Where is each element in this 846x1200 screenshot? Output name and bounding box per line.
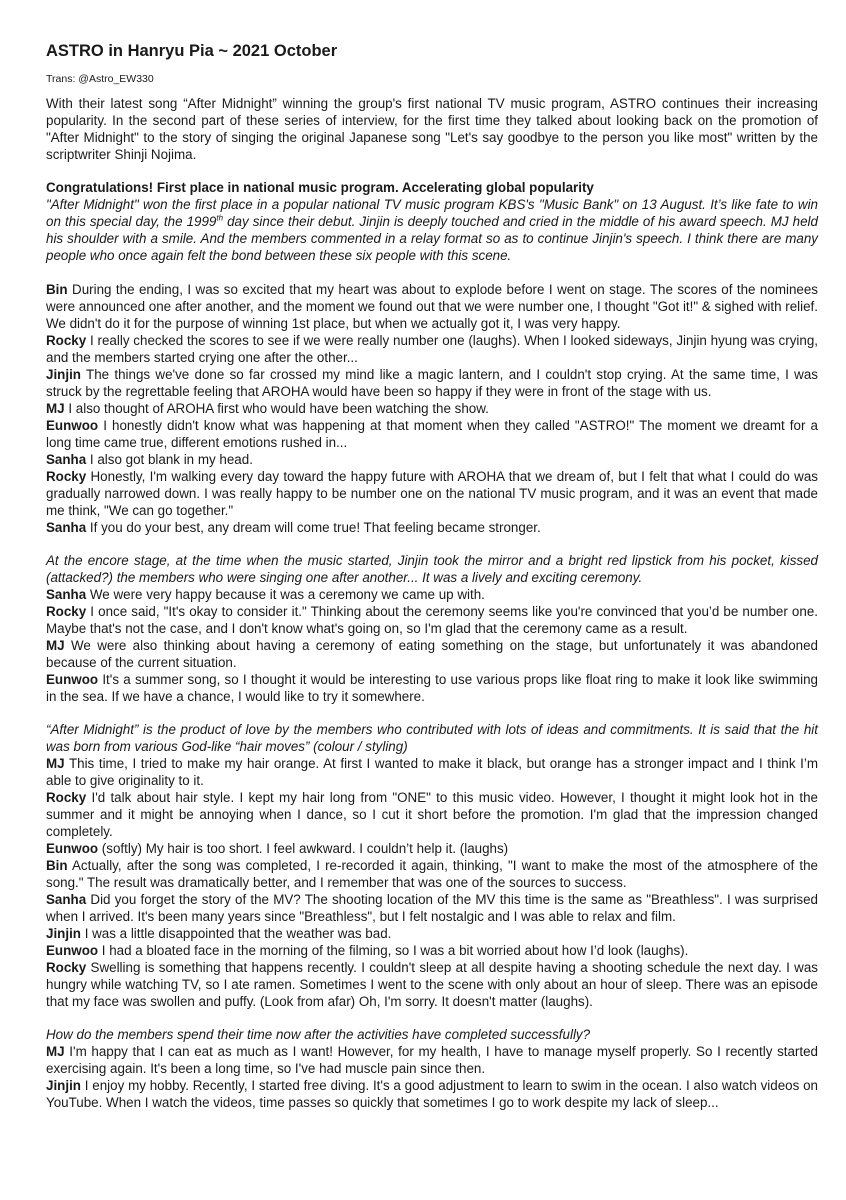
section-lead: “After Midnight” is the product of love by the members who contributed with lots of ideas and commitments. It is said that the hit was born from various God-like “hair moves” (colour / styling) (46, 722, 818, 754)
interview-line (46, 519, 818, 536)
interview-line (46, 1077, 818, 1111)
speaker-name: Sanha (46, 452, 87, 467)
interview-line (46, 451, 818, 468)
translator-credit: Trans: @Astro_EW330 (46, 73, 154, 85)
speaker-name: Sanha (46, 520, 87, 535)
speaker-name: Jinjin (46, 1078, 81, 1093)
interview-line (46, 417, 818, 451)
speaker-text: If you do your best, any dream will come true! That feeling became stronger. (86, 520, 541, 535)
interview-line (46, 925, 818, 942)
interview-line (46, 586, 818, 603)
interview-line (46, 366, 818, 400)
section-lead: At the encore stage, at the time when the music started, Jinjin took the mirror and a bright red lipstick from his pocket, kissed (attacked?) the members who were singing one after another... It was a lively and exciting ceremony. (46, 553, 818, 585)
interview-line (46, 840, 818, 857)
speaker-text: I once said, "It's okay to consider it." Thinking about the ceremony seems like you're convinced that you’d be number one. Maybe that's not the case, and I don't know what's going on, so I'm glad that the ceremony came as a result. (46, 604, 818, 636)
speaker-name: MJ (46, 638, 65, 653)
article-title: ASTRO in Hanryu Pia ~ 2021 October (46, 42, 338, 60)
section-lead (46, 196, 818, 264)
speaker-text: During the ending, I was so excited that my heart was about to explode before I went on stage. The scores of the nominees were announced one after another, and the moment we found out that we were number one, I thought "Got it!" & sighed with relief. We didn't do it for the purpose of winning 1st place, but when we actually got it, I was very happy. (46, 282, 818, 331)
speaker-text: Swelling is something that happens recently. I couldn't sleep at all despite having a shooting schedule the next day. I was hungry while watching TV, so I ate ramen. Sometimes I went to the scene with only about an hour of sleep. There was an episode that my face was swollen and puffy. (Look from afar) Oh, I'm sorry. It doesn't matter (laughs). (46, 960, 818, 1009)
interview-line (46, 755, 818, 789)
interview-section (46, 721, 818, 1010)
speaker-text: I was a little disappointed that the weather was bad. (80, 926, 392, 941)
speaker-name: Eunwoo (46, 418, 99, 433)
interview-line (46, 671, 818, 705)
speaker-name: Rocky (46, 469, 87, 484)
speaker-text: (softly) My hair is too short. I feel awkward. I couldn’t help it. (laughs) (98, 841, 509, 856)
speaker-name: Bin (46, 282, 68, 297)
speaker-name: Jinjin (46, 926, 81, 941)
speaker-text: I had a bloated face in the morning of the filming, so I was a bit worried about how I’d look (laughs). (98, 943, 689, 958)
interview-line (46, 789, 818, 840)
speaker-name: MJ (46, 401, 65, 416)
speaker-text: Did you forget the story of the MV? The shooting location of the MV this time is the same as "Breathless". I was surprised when I arrived. It's been many years since "Breathless", but I felt nostalgic and I was able to relax and film. (46, 892, 818, 924)
interview-line (46, 400, 818, 417)
speaker-text: I'm happy that I can eat as much as I want! However, for my health, I have to manage myself properly. So I recently started exercising again. It's been a long time, so I've had muscle pain since then. (46, 1044, 818, 1076)
interview-line (46, 637, 818, 671)
speaker-text: I also thought of AROHA first who would have been watching the show. (64, 401, 489, 416)
speaker-text: We were also thinking about having a ceremony of eating something on the stage, but unfortunately it was abandoned because of the current situation. (46, 638, 818, 670)
speaker-name: MJ (46, 1044, 65, 1059)
intro-paragraph: With their latest song “After Midnight” winning the group's first national TV music program, ASTRO continues their increasing popularity. In the second part of these series of interview, for the first time they talked about looking back on the promotion of "After Midnight" to the story of singing the original Japanese song "Let's say goodbye to the person you like most" written by the scriptwriter Shinji Nojima. (46, 96, 818, 162)
speaker-name: Eunwoo (46, 672, 99, 687)
speaker-text: Actually, after the song was completed, I re-recorded it again, thinking, "I want to make the most of the atmosphere of the song." The result was dramatically better, and I remember that was one of the sources to success. (46, 858, 818, 890)
speaker-text: It's a summer song, so I thought it would be interesting to use various props like float ring to make it look like swimming in the sea. If we have a chance, I would like to try it somewhere. (46, 672, 818, 704)
speaker-name: Jinjin (46, 367, 81, 382)
speaker-name: Rocky (46, 960, 87, 975)
speaker-text: The things we've done so far crossed my mind like a magic lantern, and I couldn't stop crying. At the same time, I was struck by the regrettable feeling that AROHA would have been so happy if they were in front of the stage with us. (46, 367, 818, 399)
interview-section (46, 552, 818, 705)
lead-superscript: th (216, 213, 224, 223)
interview-line (46, 1043, 818, 1077)
lead-text: day since their debut. Jinjin is deeply touched and cried in the middle of his award speech. MJ held his shoulder with a smile. And the members commented in a relay format so as to continue Jinjin's speech. I think there are many people who once again felt the bond between these six people with this scene. (46, 214, 818, 263)
speaker-name: Bin (46, 858, 68, 873)
interview-line (46, 891, 818, 925)
speaker-text: I really checked the scores to see if we were really number one (laughs). When I looked sideways, Jinjin hyung was crying, and the members started crying one after the other... (46, 333, 818, 365)
speaker-name: Rocky (46, 333, 87, 348)
speaker-text: I enjoy my hobby. Recently, I started free diving. It's a good adjustment to learn to swim in the ocean. I also watch videos on YouTube. When I watch the videos, time passes so quickly that sometimes I go to work despite my lack of sleep... (46, 1078, 818, 1110)
interview-line (46, 332, 818, 366)
interview-line (46, 942, 818, 959)
interview-line (46, 281, 818, 332)
speaker-name: Sanha (46, 892, 87, 907)
interview-line (46, 959, 818, 1010)
speaker-name: Eunwoo (46, 841, 99, 856)
section-lead: How do the members spend their time now after the activities have completed successfully? (46, 1027, 591, 1042)
section-heading: Congratulations! First place in national music program. Accelerating global popularity (46, 180, 594, 195)
interview-section (46, 179, 818, 536)
speaker-name: MJ (46, 756, 65, 771)
speaker-name: Rocky (46, 790, 87, 805)
interview-line (46, 857, 818, 891)
interview-line (46, 603, 818, 637)
speaker-name: Rocky (46, 604, 87, 619)
speaker-text: I'd talk about hair style. I kept my hair long from "ONE" to this music video. However, I thought it might look hot in the summer and it might be annoying when I dance, so I cut it short before the promotion. I'm glad that the impression changed completely. (46, 790, 818, 839)
speaker-name: Sanha (46, 587, 87, 602)
speaker-name: Eunwoo (46, 943, 99, 958)
speaker-text: I honestly didn't know what was happening at that moment when they called "ASTRO!" The moment we dreamt for a long time came true, different emotions rushed in... (46, 418, 818, 450)
speaker-text: I also got blank in my head. (86, 452, 253, 467)
speaker-text: We were very happy because it was a ceremony we came up with. (86, 587, 485, 602)
speaker-text: This time, I tried to make my hair orange. At first I wanted to make it black, but orange has a stronger impact and I think I’m able to give originality to it. (46, 756, 818, 788)
interview-line (46, 468, 818, 519)
lead-text: "After Midnight" won the first place in a popular national TV music program KBS's "Music Bank" on 13 August. It’s like fate to win on this special day, the 1999 (46, 197, 818, 229)
speaker-text: Honestly, I'm walking every day toward the happy future with AROHA that we dream of, but I felt that what I could do was gradually narrowed down. I was really happy to be number one on the national TV music program, and it was an event that made me think, "We can go together." (46, 469, 818, 518)
interview-section (46, 1026, 818, 1111)
